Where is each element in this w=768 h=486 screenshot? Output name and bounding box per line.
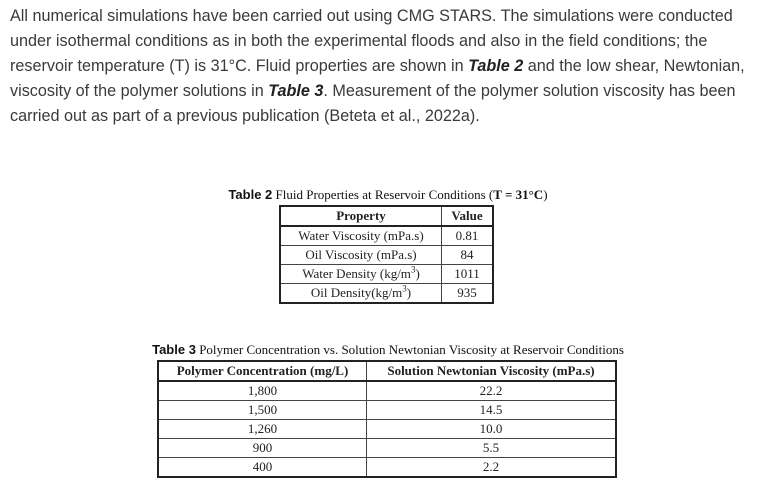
viscosity-cell: 14.5 [367, 401, 617, 420]
property-cell [280, 265, 442, 284]
table-row [280, 265, 493, 284]
value-cell: 935 [442, 284, 494, 304]
paragraph-line-4 [10, 79, 760, 104]
column-header-concentration: Polymer Concentration (mg/L) [158, 361, 367, 381]
paragraph-line-3 [10, 54, 760, 79]
viscosity-cell: 10.0 [367, 420, 617, 439]
property-text: Oil Density(kg/m [310, 285, 403, 300]
table-row [158, 458, 616, 478]
table-row [158, 420, 616, 439]
table-row [280, 226, 493, 246]
property-cell: Water Viscosity (mPa.s) [280, 226, 442, 246]
table-3-caption [108, 342, 668, 358]
table-row [158, 381, 616, 401]
property-text: Water Density (kg/m [302, 266, 411, 281]
table-header-row [158, 361, 616, 381]
fluid-properties-table [279, 205, 494, 304]
concentration-cell: 1,260 [158, 420, 367, 439]
property-text-end: ) [415, 266, 420, 281]
body-paragraph [10, 4, 760, 129]
table-2-caption-close: ) [543, 187, 548, 202]
column-header-property: Property [280, 206, 442, 226]
viscosity-cell: 22.2 [367, 381, 617, 401]
superscript: 3 [410, 264, 416, 275]
table-header-row [280, 206, 493, 226]
table-3-reference-link[interactable]: Table 3 [268, 82, 324, 100]
table-row [158, 401, 616, 420]
paragraph-line-4-text: viscosity of the polymer solutions in [10, 82, 269, 100]
table-row [280, 284, 493, 304]
property-text-end: ) [406, 285, 412, 300]
table-2-reference-link[interactable]: Table 2 [468, 57, 524, 75]
table-row [158, 439, 616, 458]
concentration-cell: 1,800 [158, 381, 367, 401]
polymer-viscosity-table [157, 360, 617, 478]
concentration-cell: 400 [158, 458, 367, 478]
property-cell [280, 284, 442, 304]
value-cell: 84 [442, 246, 494, 265]
value-cell: 1011 [442, 265, 494, 284]
paragraph-line-2: under isothermal conditions as in both the experimental floods and also in the field conditions; the [10, 32, 708, 50]
superscript: 3 [402, 283, 407, 294]
column-header-viscosity: Solution Newtonian Viscosity (mPa.s) [367, 361, 617, 381]
table-3-caption-text: Polymer Concentration vs. Solution Newtonian Viscosity at Reservoir Conditions [195, 342, 624, 357]
paragraph-line-3-text: reservoir temperature (T) is 31°C. Fluid properties are shown in [10, 57, 469, 75]
table-row [280, 246, 493, 265]
value-cell: 0.81 [442, 226, 494, 246]
concentration-cell: 1,500 [158, 401, 367, 420]
property-cell: Oil Viscosity (mPa.s) [280, 246, 442, 265]
viscosity-cell: 2.2 [367, 458, 617, 478]
paragraph-line-1: All numerical simulations have been carried out using CMG STARS. The simulations were conducted [10, 7, 733, 25]
viscosity-cell: 5.5 [367, 439, 617, 458]
table-2-label: Table 2 [228, 187, 273, 202]
paragraph-line-5: carried out as part of a previous publication (Beteta et al., 2022a). [10, 107, 480, 125]
paragraph-line-4-end: . Measurement of the polymer solution viscosity has been [323, 82, 736, 100]
paragraph-line-3-end: and the low shear, Newtonian, [523, 57, 745, 75]
table-2-caption-text: Fluid Properties at Reservoir Conditions ( [272, 187, 494, 202]
table-2-caption [200, 187, 576, 203]
column-header-value: Value [442, 206, 494, 226]
table-2-caption-temperature: T = 31°C [493, 187, 544, 202]
table-3-label: Table 3 [152, 342, 196, 357]
concentration-cell: 900 [158, 439, 367, 458]
